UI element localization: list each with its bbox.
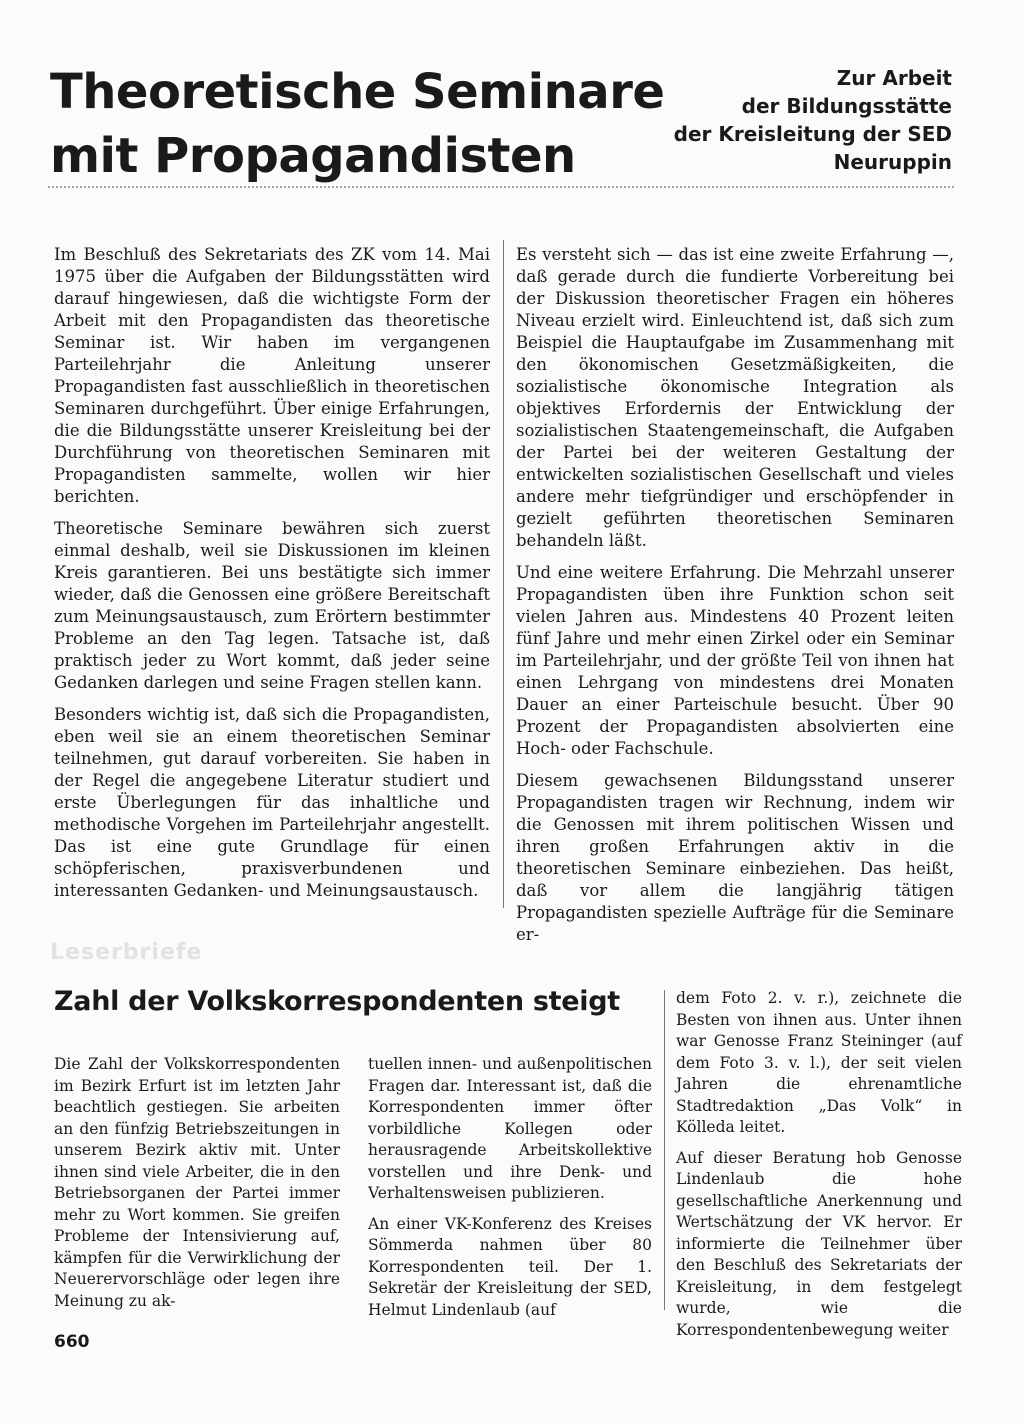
- letter-title: Zahl der Volkskorrespondenten steigt: [54, 986, 620, 1017]
- paragraph: Es versteht sich — das ist eine zweite Erfahrung —, daß gerade durch die fundierte Vorbereitung bei der Diskussion theoretischer Fragen ein höheres Niveau erzielt wird. Einleuchtend ist, daß sich zum Beispiel die Hauptaufgabe im Zusammenhang mit den ökonomischen Gesetzmäßigkeiten, die sozialistische ökonomische Integration als objektives Erfordernis der Entwicklung der sozialistischen Staatengemeinschaft, die Aufgaben der Partei bei der weiteren Gestaltung der entwickelten sozialistischen Gesellschaft und vieles andere mehr tiefgründiger und erschöpfender in gezielt geführten theoretischen Seminaren behandeln läßt.: [516, 245, 954, 550]
- paragraph: tuellen innen- und außenpolitischen Fragen dar. Interessant ist, daß die Korrespondenten immer öfter vorbildliche Kollegen oder herausragende Arbeitskollektive vorstellen und ihre Denk- und Verhaltensweisen publizieren.: [368, 1055, 652, 1202]
- kicker-line-2: der Bildungsstätte: [741, 94, 952, 118]
- paragraph: Theoretische Seminare bewähren sich zuerst einmal deshalb, weil sie Diskussionen im kleinen Kreis garantieren. Bei uns bestätigte sich immer wieder, daß die Genossen eine größere Bereitschaft zum Meinungsaustausch, zum Erörtern bestimmter Probleme an den Tag legen. Tatsache ist, daß praktisch jeder zu Wort kommt, daß jeder seine Gedanken darlegen und seine Fragen stellen kann.: [54, 519, 490, 692]
- article-title: [50, 60, 670, 188]
- article-title-line-1: Theoretische Seminare: [50, 64, 665, 120]
- article-kicker: [632, 64, 952, 176]
- paragraph: Besonders wichtig ist, daß sich die Propagandisten, eben weil sie an einem theoretischen Seminar teilnehmen, gut darauf vorbereiten. Sie haben in der Regel die angegebene Literatur studiert und erste Überlegungen für das inhaltliche und methodische Vorgehen im Parteilehrjahr angestellt. Das ist eine gute Grundlage für einen schöpferischen, praxisverbundenen und interessanten Gedanken- und Meinungsaustausch.: [54, 705, 490, 900]
- paragraph: Und eine weitere Erfahrung. Die Mehrzahl unserer Propagandisten üben ihre Funktion schon seit vielen Jahren aus. Mindestens 40 Prozent leiten fünf Jahre und mehr einen Zirkel oder ein Seminar im Parteilehrjahr, und der größte Teil von ihnen hat einen Lehrgang von mindestens drei Monaten Dauer an einer Parteischule besucht. Über 90 Prozent der Propagandisten absolvierten eine Hoch- oder Fachschule.: [516, 563, 954, 758]
- kicker-line-1: Zur Arbeit: [836, 66, 952, 90]
- paragraph: Die Zahl der Volkskorrespondenten im Bezirk Erfurt ist im letzten Jahr beachtlich gestiegen. Sie arbeiten an den fünfzig Betriebszeitungen in unserem Bezirk aktiv mit. Unter ihnen sind viele Arbeiter, die in den Betriebsorganen der Partei immer mehr zu Wort kommen. Sie greifen Probleme der Intensivierung auf, kämpfen für die Verwirklichung der Neuerervorschläge oder legen ihre Meinung zu ak-: [54, 1055, 340, 1310]
- title-divider: [48, 186, 954, 188]
- page-number: 660: [54, 1332, 90, 1352]
- paragraph: Auf dieser Beratung hob Genosse Lindenlaub die hohe gesellschaftliche Anerkennung und Wertschätzung der VK hervor. Er informierte die Teilnehmer über den Beschluß des Sekretariats der Kreisleitung, in dem festgelegt wurde, wie die Korrespondentenbewegung weiter: [676, 1148, 962, 1339]
- column-divider: [664, 990, 665, 1310]
- kicker-line-4: Neuruppin: [833, 150, 952, 174]
- paragraph: dem Foto 2. v. r.), zeichnete die Besten von ihnen aus. Unter ihnen war Genosse Franz Steininger (auf dem Foto 3. v. l.), der seit vielen Jahren die ehrenamtliche Stadtredaktion „Das Volk“ in Kölleda leitet.: [676, 989, 962, 1136]
- paragraph: An einer VK-Konferenz des Kreises Sömmerda nahmen über 80 Korrespondenten teil. Der 1. Sekretär der Kreisleitung der SED, Helmut Lindenlaub (auf: [368, 1214, 652, 1319]
- paragraph: Diesem gewachsenen Bildungsstand unserer Propagandisten tragen wir Rechnung, indem wir die Genossen mit ihrem politischen Wissen und ihren großen Erfahrungen aktiv in die theoretischen Seminare einbeziehen. Das heißt, daß vor allem die langjährig tätigen Propagandisten spezielle Aufträge für die Seminare er-: [516, 771, 954, 944]
- column-divider: [503, 240, 504, 908]
- section-label: Leserbriefe: [50, 940, 203, 965]
- letter-column-1: [54, 1054, 340, 1321]
- article-title-line-2: mit Propagandisten: [50, 128, 576, 184]
- article-column-1: [54, 244, 490, 912]
- paragraph: Im Beschluß des Sekretariats des ZK vom 14. Mai 1975 über die Aufgaben der Bildungsstätten wird darauf hingewiesen, daß die wichtigste Form der Arbeit mit den Propagandisten das theoretische Seminar ist. Wir haben im vergangenen Parteilehrjahr die Anleitung unserer Propagandisten fast ausschließlich in theoretischen Seminaren durchgeführt. Über einige Erfahrungen, die die Bildungsstätte unserer Kreisleitung bei der Durchführung von theoretischen Seminaren mit Propagandisten sammelte, wollen wir hier berichten.: [54, 245, 490, 506]
- article-column-2: [516, 244, 954, 956]
- kicker-line-3: der Kreisleitung der SED: [673, 122, 952, 146]
- letter-column-2: [368, 1054, 652, 1330]
- letter-column-3: [676, 988, 962, 1350]
